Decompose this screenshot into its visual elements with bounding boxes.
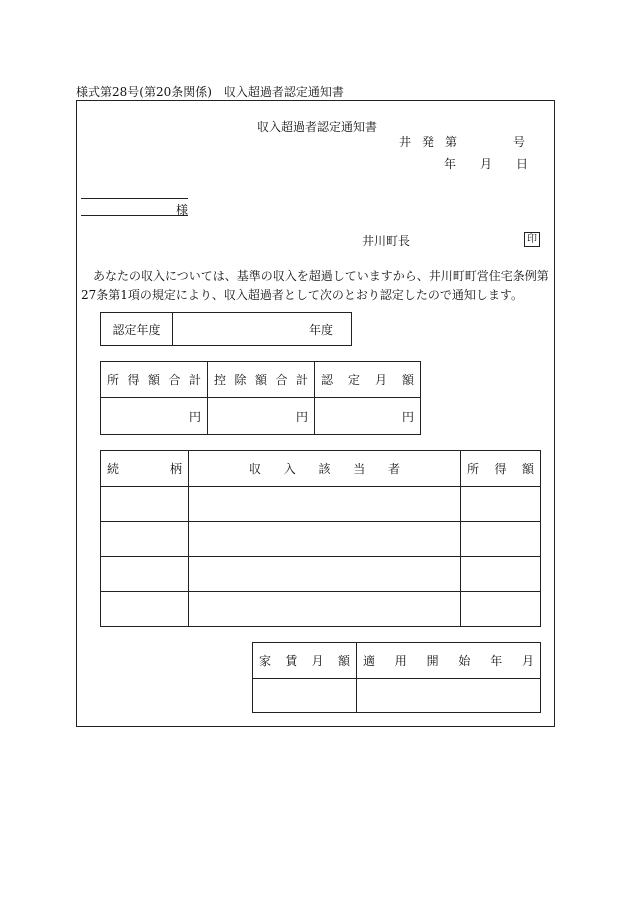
header-certified-monthly: 認 定 月 額 (315, 362, 421, 398)
header-effective-start: 適 用 開 始 年 月 (357, 643, 541, 679)
members-table (100, 450, 541, 627)
header-relationship: 続 柄 (101, 451, 189, 487)
header-monthly-rent: 家 賃 月 額 (253, 643, 357, 679)
table-row (101, 557, 541, 592)
date-day: 日 (516, 157, 529, 171)
sender-name: 井川町長 (362, 234, 411, 248)
fiscal-year-unit: 年度 (173, 313, 352, 346)
rent-table (252, 642, 541, 713)
certified-monthly-cell: 円 (315, 398, 421, 435)
monthly-rent-cell (253, 679, 357, 713)
income-table (100, 361, 421, 435)
header-qualifying-member: 収 入 該 当 者 (189, 451, 461, 487)
form-label: 様式第28号(第20条関係) 収入超過者認定通知書 (76, 85, 344, 99)
date-month: 月 (480, 157, 493, 171)
doc-number-suffix: 号 (513, 135, 526, 149)
effective-start-cell (357, 679, 541, 713)
fiscal-year-table (100, 312, 352, 346)
notice-body: あなたの収入については、基準の収入を超過していますから、井川町町営住宅条例第27条第1項の規定により、収入超過者として次のとおり認定したので通知します。 (81, 269, 549, 302)
fiscal-year-label: 認定年度 (101, 313, 173, 346)
header-income-amount: 所 得 額 (461, 451, 541, 487)
doc-number-prefix-2: 発 (422, 135, 435, 149)
table-row (101, 592, 541, 627)
addressee-line-1 (81, 198, 188, 199)
income-total-cell: 円 (101, 398, 208, 435)
table-row (101, 487, 541, 522)
document-title: 収入超過者認定通知書 (257, 120, 378, 134)
doc-number-prefix-1: 井 (399, 135, 412, 149)
header-income-total: 所 得 額 合 計 (101, 362, 208, 398)
addressee-line-2 (81, 215, 188, 216)
seal-mark: 印 (524, 232, 540, 247)
addressee-suffix: 様 (176, 203, 189, 217)
doc-number-prefix-3: 第 (445, 135, 458, 149)
date-year: 年 (444, 157, 457, 171)
deduction-total-cell: 円 (208, 398, 315, 435)
table-row (101, 522, 541, 557)
header-deduction-total: 控 除 額 合 計 (208, 362, 315, 398)
